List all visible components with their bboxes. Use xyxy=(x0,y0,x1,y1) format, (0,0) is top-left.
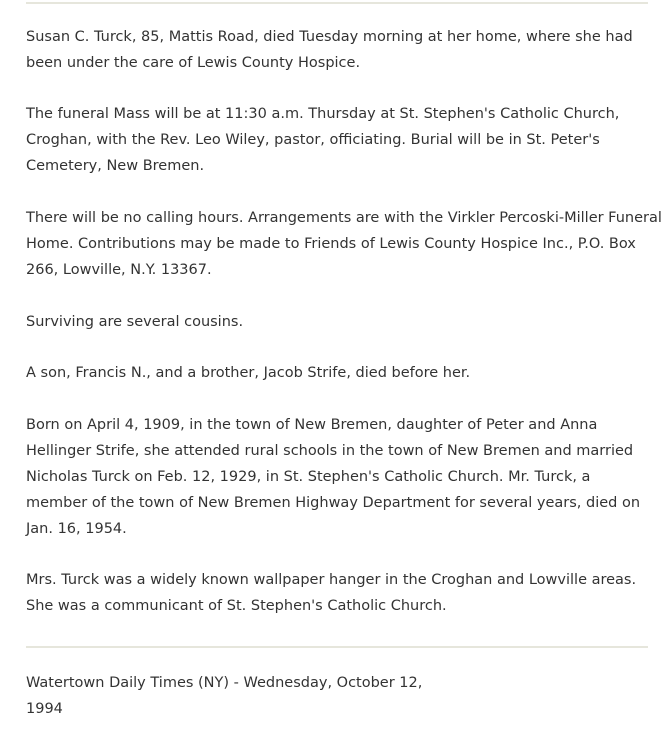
paragraph-biography xyxy=(26,412,656,542)
text-line: Watertown Daily Times (NY) - Wednesday, October 12, xyxy=(26,675,423,691)
text-line: 266, Lowville, N.Y. 13367. xyxy=(26,262,212,278)
text-line: There will be no calling hours. Arrangements are with the Virkler Percoski-Miller Funeral xyxy=(26,210,662,226)
bottom-divider xyxy=(26,646,648,648)
paragraph-predeceased xyxy=(26,360,656,386)
paragraph-funeral-mass xyxy=(26,101,656,179)
text-line: member of the town of New Bremen Highway Department for several years, died on xyxy=(26,495,641,511)
text-line: Home. Contributions may be made to Friends of Lewis County Hospice Inc., P.O. Box xyxy=(26,236,636,252)
source-citation xyxy=(26,670,656,722)
paragraph-arrangements xyxy=(26,205,662,283)
paragraph-occupation xyxy=(26,567,656,619)
paragraph-survivors xyxy=(26,309,656,335)
text-line: Surviving are several cousins. xyxy=(26,314,244,330)
text-line: Nicholas Turck on Feb. 12, 1929, in St. Stephen's Catholic Church. Mr. Turck, a xyxy=(26,469,591,485)
text-line: Hellinger Strife, she attended rural schools in the town of New Bremen and married xyxy=(26,443,634,459)
text-line: Susan C. Turck, 85, Mattis Road, died Tuesday morning at her home, where she had xyxy=(26,29,633,45)
text-line: Jan. 16, 1954. xyxy=(26,521,127,537)
text-line: been under the care of Lewis County Hospice. xyxy=(26,55,361,71)
text-line: She was a communicant of St. Stephen's Catholic Church. xyxy=(26,598,447,614)
text-line: A son, Francis N., and a brother, Jacob Strife, died before her. xyxy=(26,365,471,381)
text-line: Cemetery, New Bremen. xyxy=(26,158,205,174)
top-divider xyxy=(26,2,648,4)
text-line: Born on April 4, 1909, in the town of New Bremen, daughter of Peter and Anna xyxy=(26,417,598,433)
text-line: Croghan, with the Rev. Leo Wiley, pastor, officiating. Burial will be in St. Peter's xyxy=(26,132,600,148)
text-line: The funeral Mass will be at 11:30 a.m. Thursday at St. Stephen's Catholic Church, xyxy=(26,106,620,122)
paragraph-intro xyxy=(26,24,656,76)
text-line: Mrs. Turck was a widely known wallpaper hanger in the Croghan and Lowville areas. xyxy=(26,572,637,588)
text-line: 1994 xyxy=(26,701,63,717)
